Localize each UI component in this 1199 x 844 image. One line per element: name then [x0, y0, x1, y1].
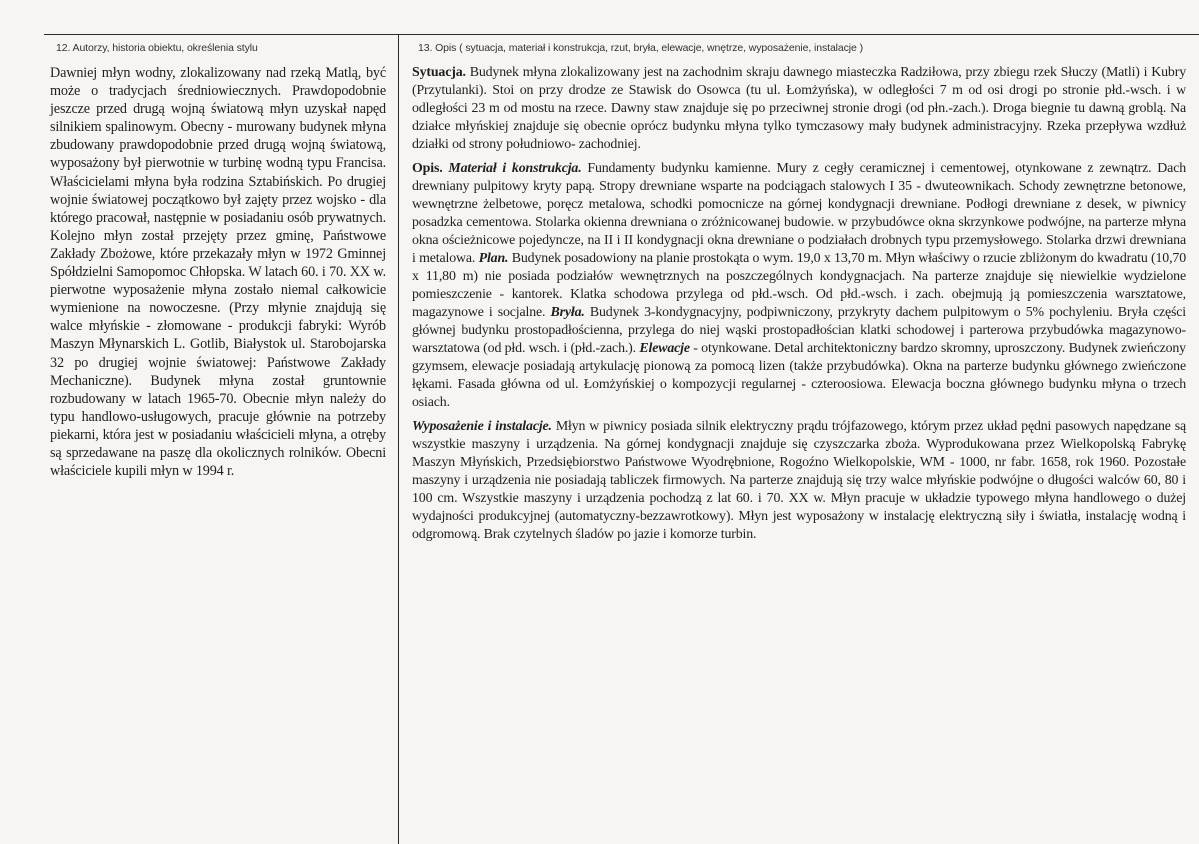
section-12-header: 12. Autorzy, historia obiektu, określenia stylu	[56, 42, 258, 54]
text-material: Fundamenty budynku kamienne. Mury z cegły ceramicznej i cementowej, otynkowane z zewnątrz. Dach drewniany pulpitowy kryty papą. Stropy drewniane wsparte na podciągach stalowych I 35 - dwuteownikach. Schody zewnętrzne betonowe, wewnętrzne żelbetowe, poręcz metalowa, schodki pomocnicze na górnej kondygnacji drewniane. Podłogi drewniane z desek, w piwnicy posadzka cementowa. Stolarka okienna drewniana o zróżnicowanej budowie. w przybudówce okna skrzynkowe podwójne, na parterze młyna okna ościeżnicowe pojedyncze, na II i II kondygnacji okna drewniane o podziałach drobnych typu przemysłowego. Stolarka drzwi drewniana i metalowa.	[412, 161, 1186, 266]
section-13-header: 13. Opis ( sytuacja, materiał i konstrukcja, rzut, bryła, elewacje, wnętrze, wyposażenie, instalacje )	[418, 42, 863, 54]
text-plan: Budynek posadowiony na planie prostokąta o wym. 19,0 x 13,70 m. Młyn właściwy o rzucie zbliżonym do kwadratu (10,70 x 11,80 m) nie posiada podziałów wewnętrznych na poszczególnych kondygnacjach. Na parterze znajduje się niewielkie wydzielone pomieszczenie - kantorek. Klatka schodowa przylega od płd.-wsch. Od płd.-wsch. i zach. obejmują ją pomieszczenia warsztatowe, magazynowe i socjalne.	[412, 251, 1186, 320]
column-divider	[398, 34, 399, 844]
label-elewacje: Elewacje	[639, 341, 690, 356]
top-rule	[44, 34, 1199, 35]
text-equipment: Młyn w piwnicy posiada silnik elektryczny prądu trójfazowego, którym przez układ pędni pasowych napędzane są wszystkie maszyny i urządzenia. Na górnej kondygnacji znajduje się czyszczarka zboża. Wyprodukowana przez Wielkopolską Fabrykę Maszyn Młyńskich, Przedsiębiorstwo Państwowe Wyodrębnione, Rogoźno Wielkopolskie, WM - 1000, nr fabr. 1658, rok 1960. Pozostałe maszyny i urządzenia nie posiadają tabliczek firmowych. Na parterze znajdują się trzy walce młyńskie podwójne o długości walców 60, 80 i 100 cm. Wszystkie maszyny i urządzenia pochodzą z lat 60. i 70. XX w. Młyn pracuje w układzie typowego młyna handlowego o dużej wydajności produkcyjnej (automatyczny-bezzawrotkowy). Młyn jest wyposażony w instalację elektryczną siły i światła, instalację wodną i odgromową. Brak czytelnych śladów po jazie i komorze turbin.	[412, 419, 1186, 542]
section-12-column	[50, 36, 386, 480]
text-situation: Budynek młyna zlokalizowany jest na zachodnim skraju dawnego miasteczka Radziłowa, przy zbiegu rzek Słuczy (Matli) i Kubry (Przytulanki). Stoi on przy drodze ze Stawisk do Osowca (tu ul. Łomżyńska), w odległości 7 m od osi drogi po stronie płd.-wsch. i w odległości 23 m od mostu na rzece. Dawny staw znajduje się po przeciwnej stronie drogi (od płn.-zach.). Droga biegnie tu dawną groblą. Na działce młyńskiej znajduje się obecnie oprócz budynku młyna tylko tymczasowy mały budynek administracyjny. Rzeka przepływa wzdłuż działki od strony południowo- zachodniej.	[412, 65, 1186, 152]
section-12-body: Dawniej młyn wodny, zlokalizowany nad rzeką Matlą, być może o tradycjach średniowiecznych. Prawdopodobnie jeszcze przed drugą wojną światową młyn uzyskał napęd silnikiem spalinowym. Obecny - murowany budynek młyna zbudowany prawdopodobnie przed drugą wojną światową, wyposażony był pierwotnie w turbinę wodną typu Francisa. Właścicielami młyna była rodzina Sztabińskich. Po drugiej wojnie światowej początkowo był zajęty przez wojsko - dla którego pracował, następnie w posiadaniu osób prywatnych. Kolejno młyn został przejęty przez gminę, Państwowe Zakłady Zbożowe, które przekazały młyn w 1972 Gminnej Spółdzielni Samopomoc Chłopska. W latach 60. i 70. XX w. pierwotne wyposażenie młyna zostało niemal całkowicie wymienione na nowoczesne. (Przy młynie znajdują się walce młyńskie - złomowane - produkcji fabryki: Wyrób Maszyn Młynarskich L. Gotlib, Białystok ul. Starobojarska 32 po drugiej wojnie światowej: Państwowe Zakłady Mechaniczne). Budynek młyna został gruntownie rozbudowany w latach 1965-70. Obecnie młyn należy do typu handlowo-usługowych, pracuje głównie na potrzeby piekarni, która jest w posiadaniu właścicieli młyna, a otręby są sprzedawane na paszę dla okolicznych rolników. Obecni właściciele kupili młyn w 1994 r.	[50, 65, 386, 480]
section-13-column	[412, 36, 1186, 550]
paragraph-equipment	[412, 418, 1186, 544]
label-bryla: Bryła.	[550, 305, 585, 320]
label-plan: Plan.	[478, 251, 509, 266]
paragraph-description	[412, 160, 1186, 412]
text-bryla: Budynek 3-kondygnacyjny, podpiwniczony, przykryty dachem pulpitowym o 5% pochyleniu. Bryła części głównej budynku prostopadłościenna, przylega do niej wąski prostopadłościan klatki schodowej i parterowa przybudówka magazynowo-warsztatowa (od płd. wsch. i (płd.-zach.).	[412, 305, 1187, 356]
label-situation: Sytuacja.	[412, 65, 466, 80]
label-material: Materiał i konstrukcja.	[448, 161, 582, 176]
label-opis: Opis.	[412, 161, 443, 176]
paragraph-situation	[412, 64, 1186, 154]
label-equipment: Wyposażenie i instalacje.	[412, 419, 552, 434]
text-elewacje: - otynkowane. Detal architektoniczny bardzo skromny, uproszczony. Budynek zwieńczony gzymsem, elewacje posiadają artykulację pionową za pomocą lizen (także przybudówka). Okna na parterze budynku głównego zwieńczone łękami. Fasada główna od ul. Łomżyńskiej o kompozycji regularnej - czteroosiowa. Elewacja boczna głównego budynku młyna o trzech osiach.	[412, 341, 1186, 410]
